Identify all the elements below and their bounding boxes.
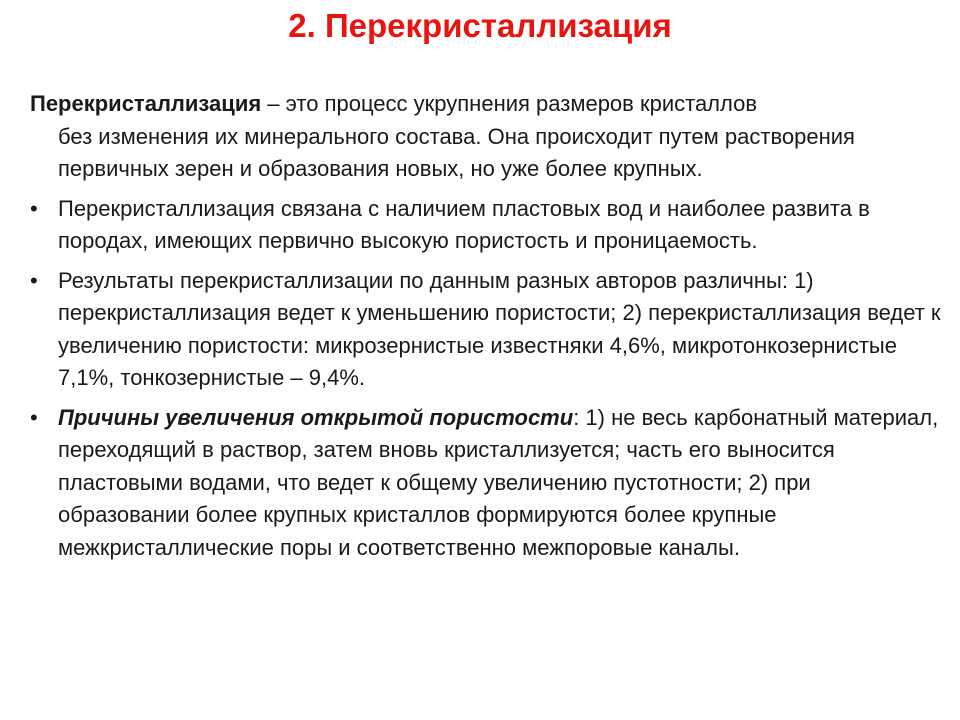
bullet-icon: • xyxy=(30,404,38,430)
bullet-list xyxy=(30,193,950,565)
definition-first-line xyxy=(30,88,950,121)
bullet-item-causes xyxy=(30,402,948,565)
slide-content xyxy=(30,88,950,571)
slide-title: 2. Перекристаллизация xyxy=(288,7,672,44)
bullet-text: Перекристаллизация связана с наличием пластовых вод и наиболее развита в породах, имеющих первично высокую пористость и проницаемость. xyxy=(58,195,870,253)
bullet-icon: • xyxy=(30,267,38,293)
definition-paragraph xyxy=(30,88,950,186)
bullet-item-results xyxy=(30,265,948,395)
bullet-item-water xyxy=(30,193,948,258)
definition-continuation: без изменения их минерального состава. Она происходит путем растворения первичных зерен и образования новых, но уже более крупных. xyxy=(58,123,855,181)
definition-first-line-text: – это процесс укрупнения размеров кристаллов xyxy=(261,91,758,116)
defined-term: Перекристаллизация xyxy=(30,91,262,116)
bullet-icon: • xyxy=(30,195,38,221)
bullet-emphasis: Причины увеличения открытой пористости xyxy=(58,404,574,430)
bullet-text: Результаты перекристаллизации по данным разных авторов различны: 1) перекристаллизация ведет к уменьшению пористости; 2) перекристаллизация ведет к увеличению пористости: микрозернистые известняки 4,6%, микротонкозернистые 7,1%, тонкозернистые – 9,4%. xyxy=(58,267,941,390)
bullet-text: : 1) не весь карбонатный материал, переходящий в раствор, затем вновь кристаллизуется; часть его выносится пластовыми водами, что ведет к общему увеличению пустотности; 2) при образовании более крупных кристаллов формируются более крупные межкристаллические поры и соответственно межпоровые каналы. xyxy=(58,404,939,560)
